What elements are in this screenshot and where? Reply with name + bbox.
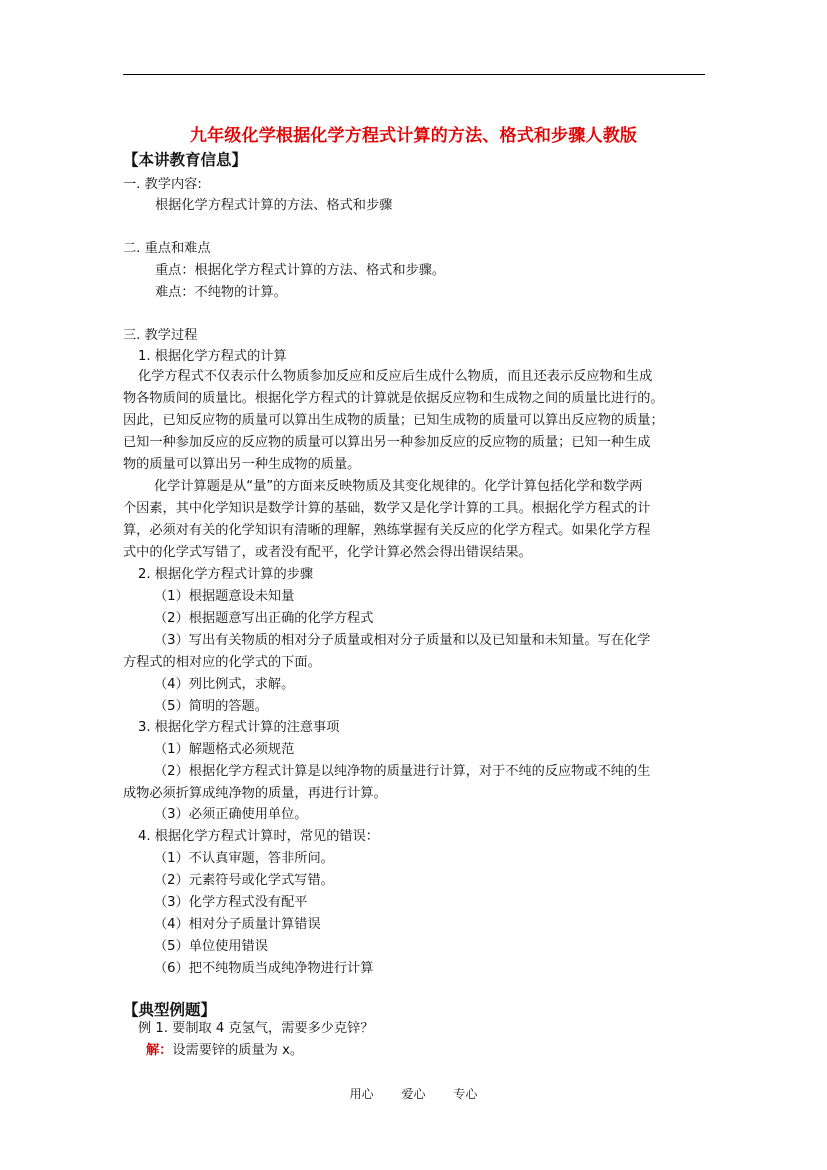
p1-line: 已知一种参加反应的反应物的质量可以算出另一种参加反应的反应物的质量；已知一种生成 [123, 435, 651, 450]
p1-line: 因此，已知反应物的质量可以算出生成物的质量；已知生成物的质量可以算出反应物的质量； [123, 413, 664, 428]
p2-line: 式中的化学式写错了，或者没有配平，化学计算必然会得出错误结果。 [123, 545, 532, 560]
note-item: （2）根据化学方程式计算是以纯净物的质量进行计算，对于不纯的反应物或不纯的生 [154, 764, 651, 779]
step-item: （3）写出有关物质的相对分子质量或相对分子质量和以及已知量和未知量。写在化学 [154, 633, 651, 648]
footer-word: 用心 [349, 1087, 374, 1101]
footer-word: 爱心 [401, 1087, 426, 1101]
note-item: （3）必须正确使用单位。 [154, 807, 308, 822]
step-item: （1）根据题意设未知量 [154, 589, 295, 604]
s1-content: 根据化学方程式计算的方法、格式和步骤 [155, 198, 393, 213]
answer-label: 解： [146, 1043, 173, 1058]
p2-line: 个因素，其中化学知识是数学计算的基础，数学又是化学计算的工具。根据化学方程式的计 [123, 501, 651, 516]
section-heading-info: 【本讲教育信息】 [123, 150, 248, 169]
error-item: （4）相对分子质量计算错误 [154, 917, 321, 932]
example-question: 例 1. 要制取 4 克氢气，需要多少克锌？ [138, 1021, 374, 1036]
s1-heading: 一. 教学内容: [123, 177, 202, 192]
example-answer [146, 1042, 303, 1060]
p1-line: 物各物质间的质量比。根据化学方程式的计算就是依据反应物和生成物之间的质量比进行的。 [123, 391, 664, 406]
p2-line: 化学计算题是从“量”的方面来反映物质及其变化规律的。化学计算包括化学和数学两 [154, 479, 643, 494]
s3-p4-title: 3. 根据化学方程式计算的注意事项 [138, 720, 340, 735]
step-item: （2）根据题意写出正确的化学方程式 [154, 611, 374, 626]
step-item: 方程式的相对应的化学式的下面。 [123, 655, 321, 670]
s2-heading: 二. 重点和难点 [123, 241, 211, 256]
p1-line: 物的质量可以算出另一种生成物的质量。 [123, 457, 361, 472]
error-item: （5）单位使用错误 [154, 939, 268, 954]
error-item: （3）化学方程式没有配平 [154, 895, 308, 910]
error-item: （6）把不纯物质当成纯净物进行计算 [154, 961, 374, 976]
note-item: 成物必须折算成纯净物的质量，再进行计算。 [123, 786, 387, 801]
s2-key-point: 重点：根据化学方程式计算的方法、格式和步骤。 [155, 263, 446, 278]
s2-difficult-point: 难点：不纯物的计算。 [155, 285, 287, 300]
document-title: 九年级化学根据化学方程式计算的方法、格式和步骤人教版 [189, 126, 638, 146]
s3-p1-title: 1. 根据化学方程式的计算 [138, 349, 287, 364]
s3-p5-title: 4. 根据化学方程式计算时，常见的错误： [138, 829, 379, 844]
error-item: （2）元素符号或化学式写错。 [154, 873, 334, 888]
footer-word: 专心 [453, 1087, 478, 1101]
answer-text: 设需要锌的质量为 x。 [172, 1043, 304, 1058]
p2-line: 算，必须对有关的化学知识有清晰的理解，熟练掌握有关反应的化学方程式。如果化学方程 [123, 523, 651, 538]
section-heading-examples: 【典型例题】 [123, 1000, 217, 1019]
s3-p3-title: 2. 根据化学方程式计算的步骤 [138, 567, 314, 582]
p1-line: 化学方程式不仅表示什么物质参加反应和反应后生成什么物质，而且还表示反应物和生成 [138, 369, 653, 384]
s3-heading: 三. 教学过程 [123, 328, 198, 343]
error-item: （1）不认真审题，答非所问。 [154, 851, 334, 866]
header-rule [123, 74, 705, 75]
note-item: （1）解题格式必须规范 [154, 742, 295, 757]
page-footer [0, 1085, 827, 1102]
step-item: （4）列比例式，求解。 [154, 677, 295, 692]
step-item: （5）简明的答题。 [154, 699, 268, 714]
